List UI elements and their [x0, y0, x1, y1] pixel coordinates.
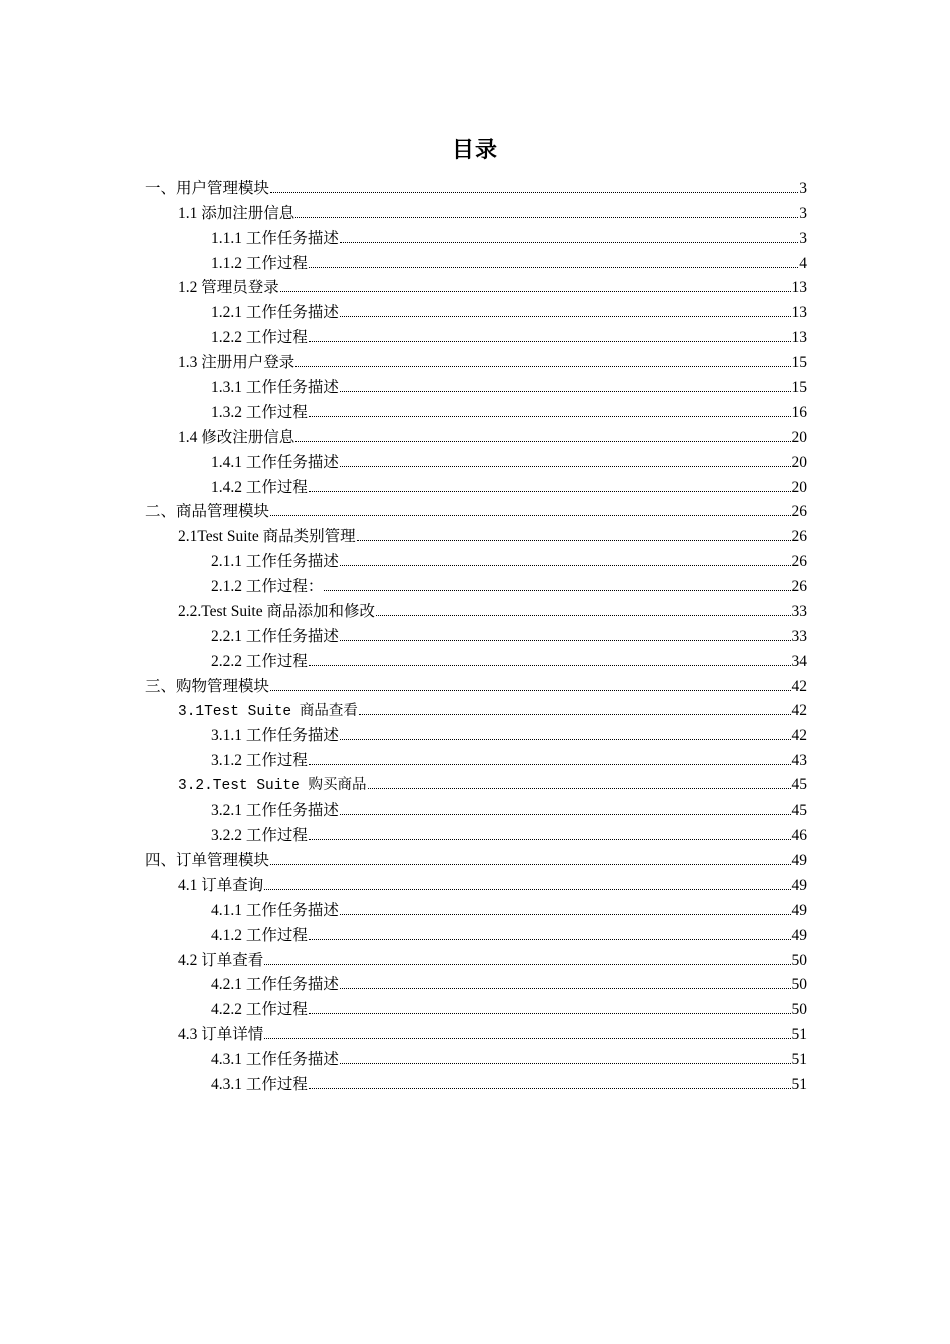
toc-entry[interactable] [0, 647, 950, 672]
toc-entry[interactable] [0, 547, 950, 572]
toc-dot-leader [340, 814, 791, 815]
toc-list [0, 174, 950, 1095]
toc-dot-leader [295, 217, 798, 218]
toc-entry[interactable] [0, 971, 950, 996]
toc-entry-line [145, 502, 807, 522]
toc-entry-line [178, 602, 807, 622]
toc-entry-page-number: 26 [791, 503, 807, 521]
toc-entry-page-number: 13 [791, 279, 807, 297]
toc-entry-line [211, 1050, 807, 1070]
toc-entry[interactable] [0, 1070, 950, 1095]
toc-dot-leader [309, 839, 791, 840]
toc-entry-label: 4.2 订单查看 [178, 951, 264, 969]
toc-entry[interactable] [0, 1045, 950, 1070]
toc-entry[interactable] [0, 622, 950, 647]
toc-dot-leader [357, 540, 791, 541]
toc-entry-label: 3.1.2 工作过程 [211, 752, 308, 770]
toc-entry-page-number: 50 [791, 1001, 807, 1019]
toc-entry[interactable] [0, 224, 950, 249]
toc-entry-page-number: 34 [791, 652, 807, 670]
toc-entry-page-number: 49 [791, 876, 807, 894]
toc-entry-label: 4.1.2 工作过程 [211, 926, 308, 944]
toc-entry[interactable] [0, 423, 950, 448]
toc-entry-line [178, 527, 807, 547]
toc-entry-label: 3.2.2 工作过程 [211, 827, 308, 845]
toc-entry[interactable] [0, 498, 950, 523]
toc-entry-label: 4.2.1 工作任务描述 [211, 976, 339, 994]
toc-dot-leader [340, 988, 791, 989]
toc-entry-line [211, 652, 807, 672]
toc-entry[interactable] [0, 298, 950, 323]
toc-entry-page-number: 4 [799, 254, 807, 272]
toc-entry-line [178, 876, 807, 896]
toc-entry-line [211, 229, 807, 249]
toc-entry[interactable] [0, 796, 950, 821]
toc-entry-label: 1.1.1 工作任务描述 [211, 229, 339, 247]
toc-entry-page-number: 51 [791, 1051, 807, 1069]
toc-entry-page-number: 50 [791, 976, 807, 994]
toc-entry[interactable] [0, 672, 950, 697]
toc-entry[interactable] [0, 249, 950, 274]
toc-entry[interactable] [0, 348, 950, 373]
toc-entry-page-number: 13 [791, 304, 807, 322]
toc-entry-line [178, 951, 807, 971]
toc-dot-leader [376, 615, 791, 616]
toc-dot-leader [264, 1038, 790, 1039]
toc-entry-label: 1.2 管理员登录 [178, 279, 279, 297]
toc-entry-label: 3.1Test Suite 商品查看 [178, 703, 358, 720]
toc-entry-label: 1.2.1 工作任务描述 [211, 304, 339, 322]
toc-entry-label: 2.2.Test Suite 商品添加和修改 [178, 603, 375, 621]
toc-entry-line [178, 701, 807, 722]
toc-entry-line [211, 453, 807, 473]
toc-dot-leader [309, 1088, 791, 1089]
toc-entry[interactable] [0, 1020, 950, 1045]
toc-dot-leader [280, 291, 791, 292]
toc-entry-page-number: 20 [791, 478, 807, 496]
toc-entry-line [178, 428, 807, 448]
toc-entry[interactable] [0, 373, 950, 398]
toc-dot-leader [340, 1063, 791, 1064]
toc-entry[interactable] [0, 448, 950, 473]
toc-entry-line [178, 775, 807, 796]
toc-entry-label: 4.3 订单详情 [178, 1026, 264, 1044]
toc-entry-line [145, 851, 807, 871]
toc-entry-page-number: 15 [791, 379, 807, 397]
toc-dot-leader [340, 242, 798, 243]
toc-entry[interactable] [0, 746, 950, 771]
toc-entry-line [211, 1075, 807, 1095]
toc-dot-leader [309, 665, 791, 666]
toc-entry-page-number: 3 [799, 204, 807, 222]
toc-entry-line [211, 826, 807, 846]
toc-dot-leader [264, 964, 790, 965]
toc-entry-label: 1.4.1 工作任务描述 [211, 453, 339, 471]
toc-dot-leader [309, 939, 791, 940]
toc-entry-page-number: 26 [791, 578, 807, 596]
toc-entry-label: 3.2.Test Suite 购买商品 [178, 778, 367, 795]
toc-entry-page-number: 42 [791, 677, 807, 695]
toc-dot-leader [309, 416, 791, 417]
toc-entry-page-number: 20 [791, 428, 807, 446]
toc-entry[interactable] [0, 995, 950, 1020]
toc-entry-page-number: 16 [791, 403, 807, 421]
toc-entry-line [211, 726, 807, 746]
toc-dot-leader [340, 391, 791, 392]
toc-entry-page-number: 50 [791, 951, 807, 969]
toc-entry-line [211, 801, 807, 821]
toc-entry-page-number: 45 [791, 802, 807, 820]
toc-entry-page-number: 49 [791, 851, 807, 869]
toc-entry-page-number: 15 [791, 354, 807, 372]
toc-entry-line [145, 179, 807, 199]
toc-entry-line [211, 975, 807, 995]
toc-dot-leader [324, 590, 790, 591]
toc-entry-page-number: 26 [791, 553, 807, 571]
toc-entry-page-number: 13 [791, 329, 807, 347]
toc-dot-leader [340, 316, 791, 317]
toc-entry[interactable] [0, 597, 950, 622]
toc-entry-page-number: 51 [791, 1075, 807, 1093]
toc-entry-label: 4.1 订单查询 [178, 876, 264, 894]
toc-dot-leader [340, 914, 791, 915]
toc-entry-label: 4.1.1 工作任务描述 [211, 901, 339, 919]
toc-entry-line [211, 901, 807, 921]
toc-entry[interactable] [0, 771, 950, 796]
toc-dot-leader [340, 739, 791, 740]
toc-dot-leader [270, 192, 798, 193]
toc-entry-label: 1.2.2 工作过程 [211, 329, 308, 347]
toc-entry-line [211, 478, 807, 498]
toc-entry-label: 二、商品管理模块 [145, 503, 270, 521]
toc-entry[interactable] [0, 398, 950, 423]
toc-entry-line [178, 204, 807, 224]
toc-entry-label: 1.3.1 工作任务描述 [211, 379, 339, 397]
toc-entry[interactable] [0, 921, 950, 946]
toc-entry-label: 一、用户管理模块 [145, 179, 270, 197]
toc-entry-line [211, 751, 807, 771]
toc-entry-line [211, 303, 807, 323]
toc-entry-page-number: 26 [791, 528, 807, 546]
toc-entry-page-number: 45 [791, 776, 807, 794]
toc-entry-line [178, 278, 807, 298]
toc-dot-leader [309, 491, 791, 492]
toc-dot-leader [295, 441, 790, 442]
toc-entry-label: 2.1.1 工作任务描述 [211, 553, 339, 571]
toc-dot-leader [359, 714, 791, 715]
toc-entry[interactable] [0, 896, 950, 921]
toc-entry-line [145, 677, 807, 697]
toc-entry-page-number: 42 [791, 727, 807, 745]
toc-entry[interactable] [0, 871, 950, 896]
toc-entry-label: 1.1 添加注册信息 [178, 204, 295, 222]
toc-entry-page-number: 42 [791, 701, 807, 719]
toc-entry-label: 1.4 修改注册信息 [178, 428, 295, 446]
toc-entry[interactable] [0, 572, 950, 597]
toc-dot-leader [340, 466, 791, 467]
toc-entry-line [211, 1000, 807, 1020]
toc-entry-label: 1.4.2 工作过程 [211, 478, 308, 496]
toc-entry[interactable] [0, 323, 950, 348]
toc-entry-line [211, 378, 807, 398]
toc-entry-page-number: 33 [791, 627, 807, 645]
toc-entry-label: 3.2.1 工作任务描述 [211, 802, 339, 820]
toc-entry-page-number: 3 [799, 229, 807, 247]
toc-entry-label: 三、购物管理模块 [145, 677, 270, 695]
toc-title: 目录 [451, 137, 498, 162]
toc-entry-page-number: 33 [791, 603, 807, 621]
toc-entry-line [211, 328, 807, 348]
toc-entry-page-number: 20 [791, 453, 807, 471]
toc-dot-leader [270, 690, 790, 691]
toc-entry-page-number: 49 [791, 901, 807, 919]
toc-entry-page-number: 3 [799, 179, 807, 197]
toc-dot-leader [340, 640, 791, 641]
toc-entry-label: 2.1.2 工作过程： [211, 578, 324, 596]
toc-entry-label: 2.2.1 工作任务描述 [211, 627, 339, 645]
toc-entry-label: 3.1.1 工作任务描述 [211, 727, 339, 745]
toc-entry-line [211, 403, 807, 423]
toc-entry[interactable] [0, 522, 950, 547]
toc-entry-label: 4.2.2 工作过程 [211, 1001, 308, 1019]
toc-entry-label: 2.1Test Suite 商品类别管理 [178, 528, 356, 546]
toc-dot-leader [309, 764, 791, 765]
toc-entry[interactable] [0, 821, 950, 846]
toc-entry-label: 4.3.1 工作任务描述 [211, 1051, 339, 1069]
toc-dot-leader [309, 1013, 791, 1014]
toc-entry-line [178, 1025, 807, 1045]
toc-entry-line [211, 926, 807, 946]
toc-dot-leader [264, 889, 790, 890]
toc-entry-line [211, 577, 807, 597]
toc-entry-page-number: 43 [791, 752, 807, 770]
toc-dot-leader [340, 565, 791, 566]
toc-entry-label: 1.3 注册用户登录 [178, 354, 295, 372]
toc-entry-line [211, 552, 807, 572]
toc-entry-line [178, 353, 807, 373]
toc-dot-leader [309, 267, 798, 268]
toc-entry[interactable] [0, 697, 950, 722]
toc-entry-line [211, 627, 807, 647]
toc-entry-label: 1.1.2 工作过程 [211, 254, 308, 272]
toc-entry[interactable] [0, 473, 950, 498]
toc-dot-leader [295, 366, 790, 367]
toc-entry[interactable] [0, 199, 950, 224]
toc-entry-line [211, 254, 807, 274]
toc-entry-page-number: 46 [791, 827, 807, 845]
toc-entry-page-number: 51 [791, 1026, 807, 1044]
toc-dot-leader [368, 788, 791, 789]
toc-entry-label: 2.2.2 工作过程 [211, 652, 308, 670]
toc-entry[interactable] [0, 174, 950, 199]
toc-entry-page-number: 49 [791, 926, 807, 944]
toc-entry-label: 四、订单管理模块 [145, 851, 270, 869]
toc-entry-label: 1.3.2 工作过程 [211, 403, 308, 421]
toc-dot-leader [270, 515, 790, 516]
toc-entry[interactable] [0, 946, 950, 971]
toc-entry[interactable] [0, 846, 950, 871]
toc-entry[interactable] [0, 274, 950, 299]
toc-entry[interactable] [0, 722, 950, 747]
toc-dot-leader [309, 341, 791, 342]
toc-entry-label: 4.3.1 工作过程 [211, 1075, 308, 1093]
toc-dot-leader [270, 864, 790, 865]
